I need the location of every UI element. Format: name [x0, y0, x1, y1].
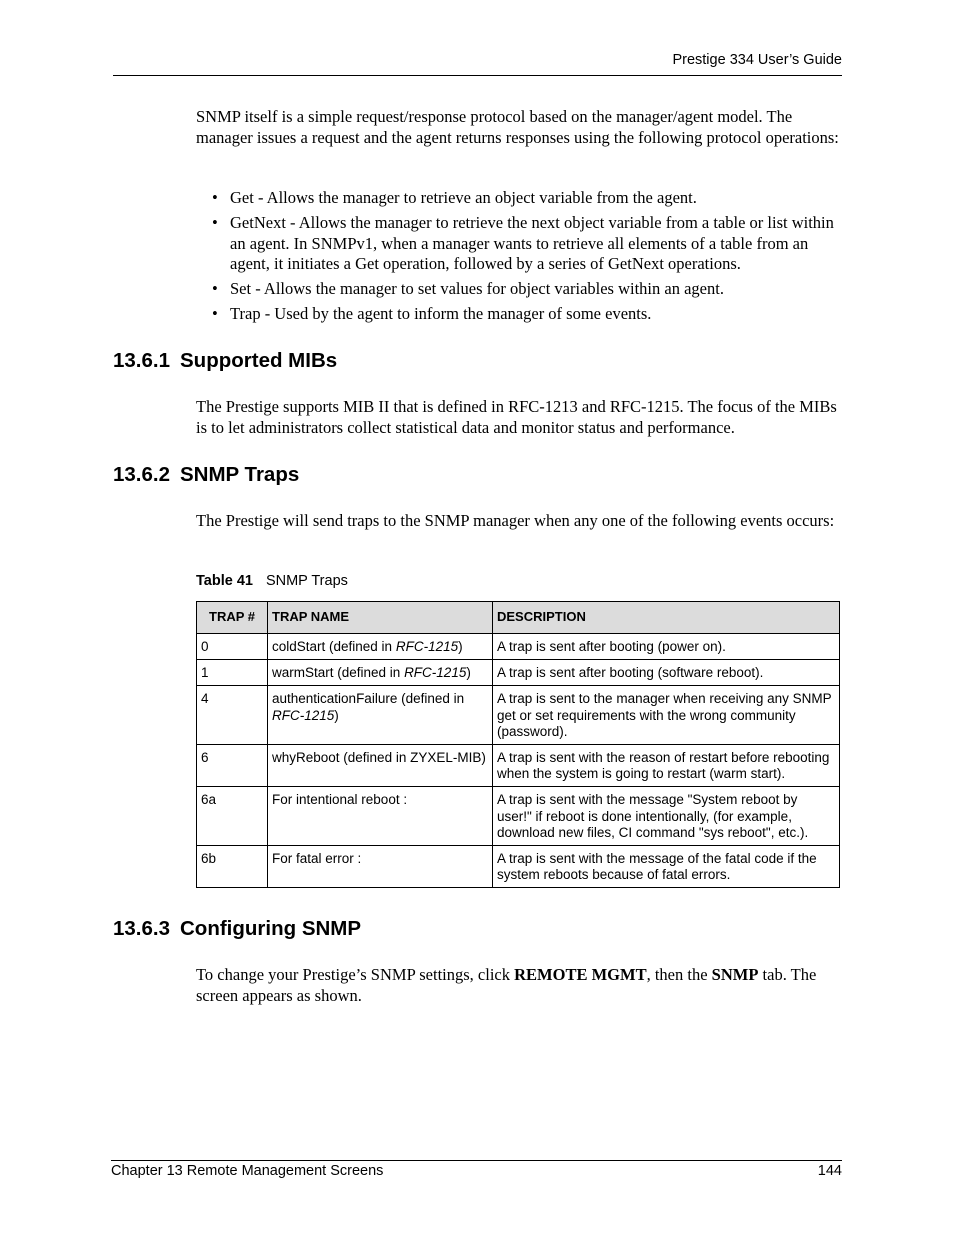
table-header-row: [197, 602, 840, 634]
supported-mibs-paragraph: The Prestige supports MIB II that is defined in RFC-1213 and RFC-1215. The focus of the MIBs is to let administrators collect statistical data and monitor status and performance.: [196, 397, 837, 437]
list-item: • Set - Allows the manager to set values for object variables within an agent.: [212, 279, 724, 298]
table-row: [197, 846, 840, 888]
snmp-traps-paragraph: The Prestige will send traps to the SNMP manager when any one of the following events occurs:: [196, 511, 835, 530]
table-row: [197, 660, 840, 686]
trap-description: A trap is sent with the reason of restart before rebooting when the system is going to restart (warm start).: [493, 745, 840, 787]
trap-description: A trap is sent to the manager when receiving any SNMP get or set requirements with the wrong community (password).: [493, 686, 840, 745]
trap-number: 0: [197, 634, 268, 660]
column-header-trap-name: TRAP NAME: [268, 602, 493, 634]
trap-name: warmStart (defined in RFC-1215): [268, 660, 493, 686]
table-row: [197, 686, 840, 745]
column-header-description: DESCRIPTION: [493, 602, 840, 634]
table-row: [197, 634, 840, 660]
snmp-tab-reference: SNMP: [711, 965, 759, 984]
trap-description: A trap is sent with the message "System reboot by user!" if reboot is done intentionally, (for example, download new files, CI command "sys reboot", etc.).: [493, 787, 840, 846]
page-header: [113, 51, 842, 76]
section-heading-supported-mibs: 13.6.1 Supported MIBs: [113, 349, 338, 372]
configuring-snmp-paragraph: To change your Prestige’s SNMP settings, click REMOTE MGMT, then the SNMP tab. The screen appears as shown.: [196, 965, 817, 1005]
operations-list: [212, 188, 842, 329]
snmp-traps-table: [196, 601, 840, 888]
trap-description: A trap is sent with the message of the fatal code if the system reboots because of fatal errors.: [493, 846, 840, 888]
section-heading-configuring-snmp: 13.6.3 Configuring SNMP: [113, 917, 362, 940]
trap-name: authenticationFailure (defined in RFC-1215): [268, 686, 493, 745]
remote-mgmt-menu-reference: REMOTE MGMT: [514, 965, 647, 984]
trap-number: 6b: [197, 846, 268, 888]
chapter-title: Chapter 13 Remote Management Screens: [111, 1163, 384, 1179]
guide-title: Prestige 334 User’s Guide: [672, 52, 842, 68]
trap-number: 6a: [197, 787, 268, 846]
table-caption: Table 41 SNMP Traps: [196, 573, 348, 589]
list-item: • Trap - Used by the agent to inform the manager of some events.: [212, 304, 652, 323]
trap-number: 1: [197, 660, 268, 686]
trap-description: A trap is sent after booting (power on).: [493, 634, 840, 660]
column-header-trap-number: TRAP #: [197, 602, 268, 634]
trap-name: whyReboot (defined in ZYXEL-MIB): [268, 745, 493, 787]
trap-number: 6: [197, 745, 268, 787]
trap-number: 4: [197, 686, 268, 745]
section-heading-snmp-traps: 13.6.2 SNMP Traps: [113, 463, 300, 486]
list-item: • GetNext - Allows the manager to retrieve the next object variable from a table or list within an agent. In SNMPv1, when a manager wants to retrieve all elements of a table from an agent, it initiates a Get operation, followed by a series of GetNext operations.: [212, 213, 834, 273]
trap-name: coldStart (defined in RFC-1215): [268, 634, 493, 660]
trap-name: For fatal error :: [268, 846, 493, 888]
page-number: 144: [817, 1163, 842, 1179]
table-row: [197, 745, 840, 787]
table-row: [197, 787, 840, 846]
trap-name: For intentional reboot :: [268, 787, 493, 846]
trap-description: A trap is sent after booting (software reboot).: [493, 660, 840, 686]
list-item: • Get - Allows the manager to retrieve an object variable from the agent.: [212, 188, 697, 207]
intro-paragraph: SNMP itself is a simple request/response protocol based on the manager/agent model. The manager issues a request and the agent returns responses using the following protocol operations:: [196, 107, 839, 147]
page-footer: [111, 1160, 842, 1179]
